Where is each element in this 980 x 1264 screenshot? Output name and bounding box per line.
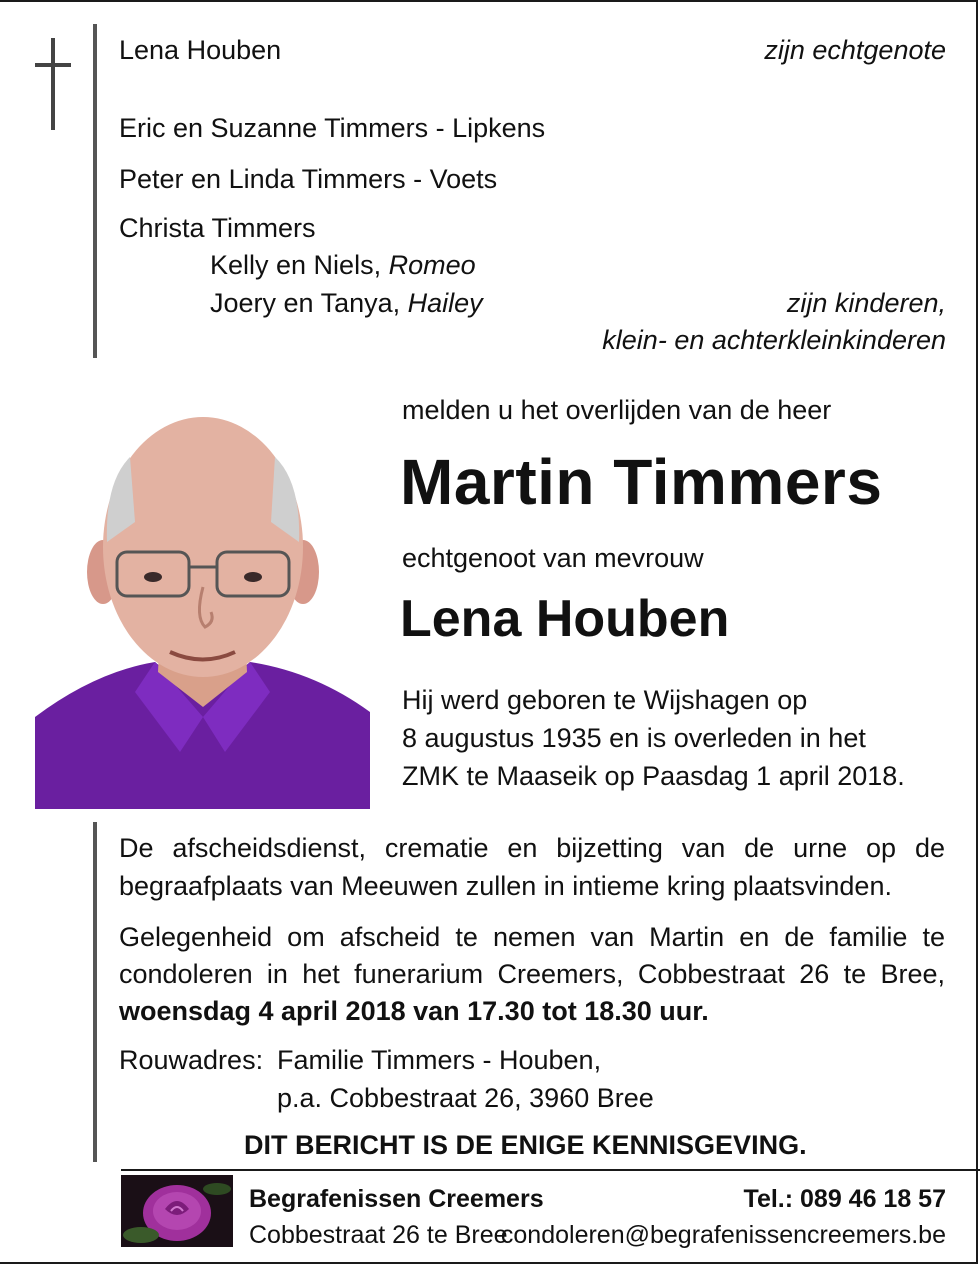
cross-icon [51, 38, 55, 130]
bio-line: 8 augustus 1935 en is overleden in het [402, 723, 866, 753]
announcement-intro: melden u het overlijden van de heer [402, 395, 832, 425]
address-line: Familie Timmers - Houben, [277, 1045, 602, 1075]
children-role: zijn kinderen, [786, 288, 946, 318]
spouse-name-large: Lena Houben [400, 590, 730, 648]
grandchild-names: Kelly en Niels, [210, 250, 389, 280]
deceased-name: Martin Timmers [400, 446, 883, 518]
grandchild-line [210, 250, 476, 280]
spouse-role: zijn echtgenote [764, 35, 946, 65]
bio-line: ZMK te Maaseik op Paasdag 1 april 2018. [402, 761, 905, 791]
portrait-photo [35, 372, 370, 809]
grandchildren-role: klein- en achterkleinkinderen [602, 325, 946, 355]
company-name: Begrafenissen Creemers [249, 1185, 544, 1213]
company-phone: Tel.: 089 46 18 57 [743, 1185, 946, 1213]
footer-divider [121, 1169, 980, 1171]
vertical-rule-bottom [93, 822, 97, 1162]
bio-line: Hij werd geboren te Wijshagen op [402, 685, 808, 715]
company-address: Cobbestraat 26 te Bree [249, 1221, 508, 1249]
great-grandchild-name: Hailey [407, 288, 483, 318]
vertical-rule-top [93, 24, 97, 358]
spouse-name: Lena Houben [119, 35, 282, 65]
child-line: Eric en Suzanne Timmers - Lipkens [119, 113, 546, 143]
child-line: Christa Timmers [119, 213, 316, 243]
address-label: Rouwadres: [119, 1045, 264, 1075]
grandchild-names: Joery en Tanya, [210, 288, 408, 318]
cross-icon-bar [35, 63, 71, 67]
service-text-line: begraafplaats van Meeuwen zullen in intieme kring plaatsvinden. [119, 871, 892, 901]
rose-image [121, 1175, 233, 1247]
service-text-line: De afscheidsdienst, crematie en bijzetting van de urne op de [119, 833, 945, 863]
spouse-intro: echtgenoot van mevrouw [402, 543, 704, 573]
visitation-date: woensdag 4 april 2018 van 17.30 tot 18.30 uur. [119, 996, 709, 1026]
visitation-text-line: Gelegenheid om afscheid te nemen van Martin en de familie te [119, 922, 945, 952]
visitation-text-line: condoleren in het funerarium Creemers, Cobbestraat 26 te Bree, [119, 959, 945, 989]
company-email: condoleren@begrafenissencreemers.be [500, 1221, 946, 1249]
great-grandchild-name: Romeo [388, 250, 476, 280]
address-line: p.a. Cobbestraat 26, 3960 Bree [277, 1083, 654, 1113]
child-line: Peter en Linda Timmers - Voets [119, 164, 498, 194]
notice-banner: DIT BERICHT IS DE ENIGE KENNISGEVING. [244, 1130, 807, 1160]
grandchild-line [210, 288, 483, 318]
